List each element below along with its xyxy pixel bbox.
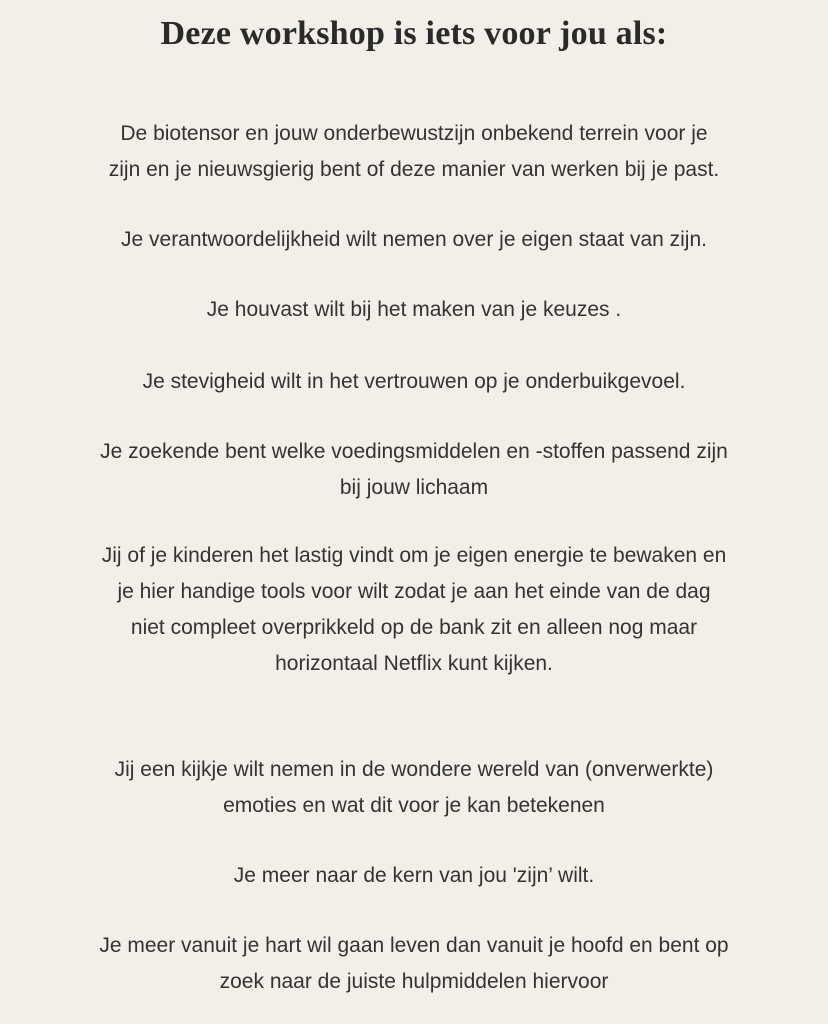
criteria-paragraph-4: Je stevigheid wilt in het vertrouwen op je onderbuikgevoel.	[142, 370, 686, 393]
criteria-paragraph-7: Jij een kijkje wilt nemen in de wondere wereld van (onverwerkte) emoties en wat dit voor je kan betekenen	[114, 758, 714, 817]
criteria-paragraph-3: Je houvast wilt bij het maken van je keuzes .	[206, 298, 622, 321]
criteria-paragraph-9: Je meer vanuit je hart wil gaan leven dan vanuit je hoofd en bent op zoek naar de juiste hulpmiddelen hiervoor	[99, 934, 729, 993]
criteria-paragraph-2: Je verantwoordelijkheid wilt nemen over je eigen staat van zijn.	[121, 228, 707, 251]
criteria-paragraph-5: Je zoekende bent welke voedingsmiddelen en -stoffen passend zijn bij jouw lichaam	[100, 440, 728, 499]
criteria-paragraph-6: Jij of je kinderen het lastig vindt om je eigen energie te bewaken en je hier handige tools voor wilt zodat je aan het einde van de dag niet compleet overprikkeld op de bank zit en alleen nog maar horizontaal Netflix kunt kijken.	[101, 544, 727, 675]
section-heading: Deze workshop is iets voor jou als:	[160, 15, 668, 52]
criteria-paragraph-8: Je meer naar de kern van jou 'zijn’ wilt.	[233, 864, 595, 887]
criteria-paragraph-1: De biotensor en jouw onderbewustzijn onbekend terrein voor je zijn en je nieuwsgierig bent of deze manier van werken bij je past.	[108, 122, 720, 181]
